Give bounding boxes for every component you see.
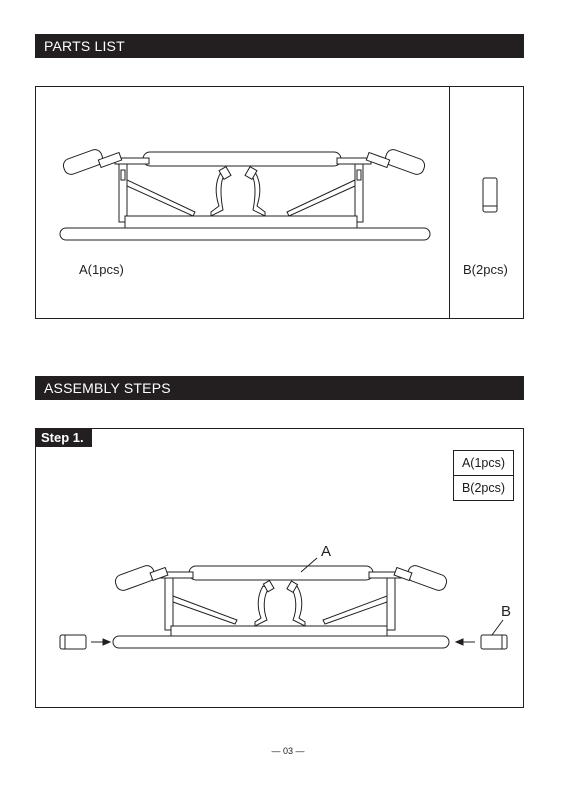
page-number-dash-right: — xyxy=(293,746,305,756)
page-number-value: 03 xyxy=(282,746,293,756)
step-1-label: Step 1. xyxy=(35,428,92,447)
step-1-illustration xyxy=(55,540,515,660)
parts-divider xyxy=(449,86,450,319)
parts-legend xyxy=(453,450,514,501)
part-a-label: A(1pcs) xyxy=(79,262,124,277)
part-a-illustration xyxy=(55,140,440,245)
callout-a: A xyxy=(321,543,332,560)
legend-part-a: A(1pcs) xyxy=(461,456,506,470)
parts-list-header: PARTS LIST xyxy=(35,34,524,58)
assembly-steps-header: ASSEMBLY STEPS xyxy=(35,376,524,400)
part-b-illustration xyxy=(480,176,500,214)
callout-b: B xyxy=(501,603,512,620)
page-number-dash-left: — xyxy=(271,746,283,756)
legend-part-b: B(2pcs) xyxy=(454,475,513,500)
page-number xyxy=(0,746,576,756)
part-b-label: B(2pcs) xyxy=(463,262,508,277)
